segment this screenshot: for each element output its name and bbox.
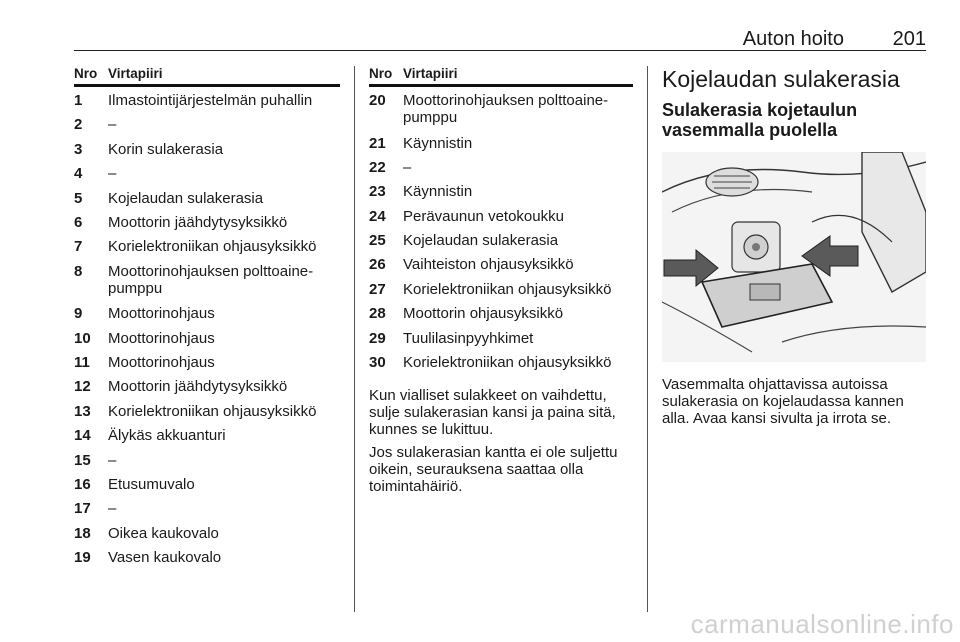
table-row: [74, 136, 340, 160]
fuse-number: 6: [74, 213, 83, 231]
section-heading: Kojelaudan sulakerasia: [662, 66, 900, 92]
fuse-number: 7: [74, 238, 83, 256]
subsection-heading: Sulakerasia kojetaulun vasemmalla puolella: [662, 100, 858, 140]
fuse-circuit: Käynnistin: [403, 134, 473, 152]
fuse-number: 19: [74, 549, 91, 567]
table-row: [74, 300, 340, 324]
table-row: [369, 251, 633, 275]
table-row: [369, 87, 633, 130]
fuse-number: 21: [369, 134, 386, 152]
fuse-circuit: Korielektroniikan ohjausyksikkö: [403, 354, 612, 372]
table-row: [74, 185, 340, 209]
fuse-number: 14: [74, 427, 91, 445]
fuse-number: 10: [74, 329, 91, 347]
watermark: carmanualsonline.info: [690, 609, 954, 639]
fuse-circuit: Käynnistin: [403, 183, 473, 201]
fuse-number: 13: [74, 402, 91, 420]
table-row: [74, 87, 340, 111]
fuse-circuit: Moottorinohjaus: [108, 329, 215, 347]
header-circuit: Virtapiiri: [108, 66, 163, 81]
fuse-number: 3: [74, 140, 83, 158]
fuse-box-section: [662, 66, 926, 427]
fuse-circuit: Moottorin ohjausyksikkö: [403, 305, 564, 323]
table-row: [74, 422, 340, 446]
fuse-circuit: Tuulilasinpyyhkimet: [403, 329, 534, 347]
table-row: [74, 495, 340, 519]
table-row: [369, 325, 633, 349]
fuse-number: 23: [369, 183, 386, 201]
fuse-circuit: Moottorinohjauksen polttoaine-pumppu: [108, 262, 314, 297]
table-row: [74, 160, 340, 184]
fuse-circuit: Moottorin jäähdytysyksikkö: [108, 378, 288, 396]
table-row: [369, 203, 633, 227]
table-row: [74, 111, 340, 135]
fuse-circuit: Korielektroniikan ohjausyksikkö: [108, 402, 317, 420]
page-header: [74, 28, 926, 51]
fuse-number: 26: [369, 256, 386, 274]
fuse-circuit: –: [108, 165, 117, 183]
fuse-circuit: Korielektroniikan ohjausyksikkö: [403, 280, 612, 298]
fuse-table-1: [74, 66, 340, 569]
table-body: [74, 87, 340, 569]
body-paragraph: Vasemmalta ohjattavissa autoissa sulakerasia on kojelaudassa kannen alla. Avaa kansi sivulta ja irrota se.: [662, 376, 904, 427]
table-row: [74, 520, 340, 544]
header-nro: Nro: [74, 66, 98, 81]
table-row: [369, 227, 633, 251]
fuse-number: 20: [369, 92, 386, 109]
fuse-number: 28: [369, 305, 386, 323]
body-paragraph: Jos sulakerasian kantta ei ole suljettu oikein, seurauksena saattaa olla toimintahäiriö.: [369, 444, 618, 496]
fuse-circuit: Moottorinohjauksen polttoaine-pumppu: [403, 92, 609, 126]
table-row: [74, 325, 340, 349]
fuse-number: 16: [74, 475, 91, 493]
table-row: [369, 130, 633, 154]
fuse-circuit: –: [108, 451, 117, 469]
fuse-number: 22: [369, 158, 386, 176]
fuse-number: 18: [74, 524, 91, 542]
fuse-number: 29: [369, 329, 386, 347]
table-row: [369, 178, 633, 202]
fuse-circuit: –: [108, 116, 117, 134]
fuse-number: 5: [74, 189, 83, 207]
fuse-number: 24: [369, 207, 386, 225]
fuse-circuit: –: [403, 158, 412, 176]
fuse-box-illustration: [662, 152, 926, 362]
table-row: [369, 154, 633, 178]
table-row: [74, 349, 340, 373]
table-row: [74, 398, 340, 422]
fuse-circuit: Ilmastointijärjestelmän puhallin: [108, 92, 313, 109]
fuse-number: 15: [74, 451, 91, 469]
dashboard-fuse-cover-drawing: [662, 152, 926, 362]
table-row: [74, 471, 340, 495]
table-row: [74, 209, 340, 233]
fuse-number: 8: [74, 262, 83, 280]
table-row: [369, 276, 633, 300]
table-row: [74, 544, 340, 568]
table-row: [369, 300, 633, 324]
fuse-circuit: Älykäs akkuanturi: [108, 427, 226, 445]
fuse-circuit: Kojelaudan sulakerasia: [403, 232, 559, 250]
body-paragraph: Kun vialliset sulakkeet on vaihdettu, sulje sulakerasian kansi ja paina sitä, kunnes se lukittuu.: [369, 387, 616, 439]
table-row: [74, 258, 340, 301]
fuse-circuit: Perävaunun vetokoukku: [403, 207, 564, 225]
fuse-circuit: Moottorinohjaus: [108, 305, 215, 323]
fuse-circuit: Moottorin jäähdytysyksikkö: [108, 213, 288, 231]
fuse-number: 12: [74, 378, 91, 396]
fuse-circuit: Kojelaudan sulakerasia: [108, 189, 264, 207]
fuse-number: 2: [74, 116, 83, 134]
fuse-circuit: Oikea kaukovalo: [108, 524, 219, 542]
fuse-circuit: Vasen kaukovalo: [108, 549, 222, 567]
header-circuit: Virtapiiri: [403, 66, 458, 81]
fuse-circuit: –: [108, 500, 117, 518]
column-divider: [354, 66, 355, 612]
table-header: [74, 66, 340, 87]
fuse-number: 4: [74, 165, 83, 183]
fuse-table-2: [369, 66, 633, 495]
page-number: 201: [892, 28, 926, 50]
header-nro: Nro: [369, 66, 393, 81]
fuse-circuit: Korielektroniikan ohjausyksikkö: [108, 238, 317, 256]
fuse-number: 27: [369, 280, 386, 298]
table-row: [74, 447, 340, 471]
table-header: [369, 66, 633, 87]
fuse-number: 1: [74, 92, 83, 109]
column-divider: [647, 66, 648, 612]
fuse-circuit: Korin sulakerasia: [108, 140, 224, 158]
section-title: Auton hoito: [742, 28, 844, 50]
table-row: [74, 373, 340, 397]
fuse-circuit: Moottorinohjaus: [108, 354, 215, 372]
fuse-number: 9: [74, 305, 83, 323]
fuse-number: 25: [369, 232, 386, 250]
fuse-number: 11: [74, 354, 90, 372]
table-row: [369, 349, 633, 373]
fuse-number: 30: [369, 354, 386, 372]
fuse-circuit: Etusumuvalo: [108, 475, 195, 493]
table-body: [369, 87, 633, 373]
fuse-circuit: Vaihteiston ohjausyksikkö: [403, 256, 574, 274]
table-row: [74, 233, 340, 257]
fuse-number: 17: [74, 500, 91, 518]
